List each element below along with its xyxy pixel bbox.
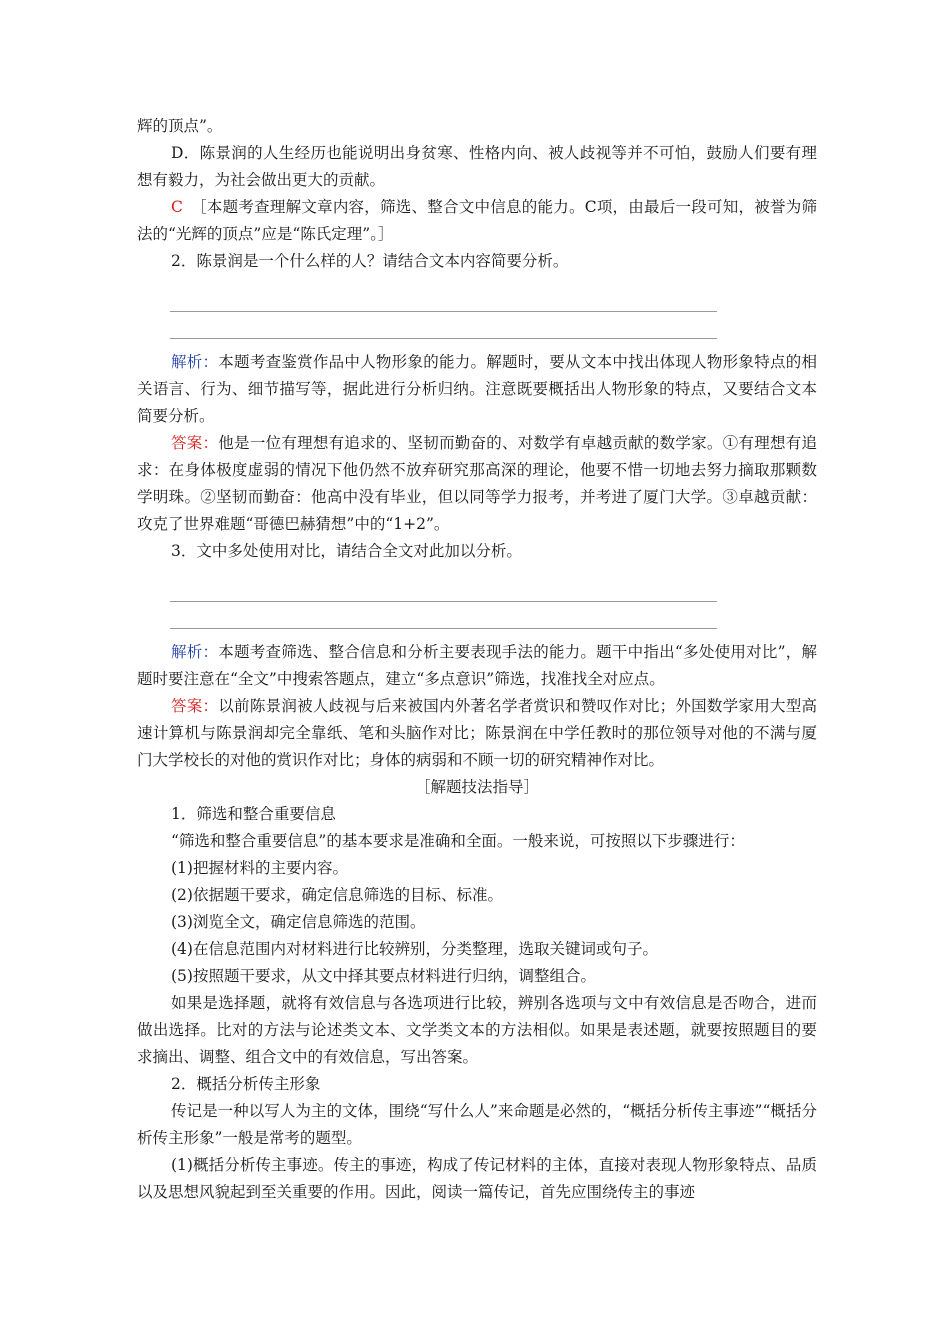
guide-step: (5)按照题干要求，从文中择其要点材料进行归纳，调整组合。	[171, 967, 596, 985]
answer-line	[170, 312, 717, 339]
guide-section1-para: 如果是选择题，就将有效信息与各选项进行比较，辨别各选项与文中有效信息是否吻合，进而做出选择。比对的方法与论述类文本、文学类文本的方法相似。如果是表述题，就要按照题目的要求摘出、调整、组合文中的有效信息，写出答案。	[137, 994, 817, 1066]
answer-line	[170, 285, 717, 312]
guide-step: (1)把握材料的主要内容。	[171, 859, 348, 877]
q1-answer-letter: C	[171, 198, 183, 216]
q2-analysis	[137, 349, 817, 430]
q3-analysis	[137, 639, 817, 693]
q1-answer	[137, 194, 817, 248]
q2-question: 2．陈景润是一个什么样的人？请结合文本内容简要分析。	[171, 252, 569, 270]
document-page	[137, 113, 817, 1206]
guide-step: (4)在信息范围内对材料进行比较辨别，分类整理，选取关键词或句子。	[171, 940, 658, 958]
guide-step: (2)依据题干要求，确定信息筛选的目标、标准。	[171, 886, 503, 904]
q3-answer	[137, 693, 817, 774]
q3-answer-lines[interactable]	[170, 575, 717, 629]
guide-title: ［解题技法指导］	[414, 778, 539, 796]
q1-answer-note: ［本题考查理解文章内容，筛选、整合文中信息的能力。C项，由最后一段可知，被誉为筛法的“光辉的顶点”应是“陈氏定理”。］	[137, 198, 817, 243]
q2-answer-label: 答案：	[171, 434, 219, 452]
guide-section2-title: 2．概括分析传主形象	[171, 1075, 321, 1093]
guide-section2-p1: (1)概括分析传主事迹。传主的事迹，构成了传记材料的主体，直接对表现人物形象特点、品质以及思想风貌起到至关重要的作用。因此，阅读一篇传记，首先应围绕传主的事迹	[137, 1156, 817, 1201]
q2-analysis-text: 本题考查鉴赏作品中人物形象的能力。解题时，要从文本中找出体现人物形象特点的相关语言、行为、细节描写等，据此进行分析归纳。注意既要概括出人物形象的特点，又要结合文本简要分析。	[137, 353, 817, 425]
q2-answer-text: 他是一位有理想有追求的、坚韧而勤奋的、对数学有卓越贡献的数学家。①有理想有追求：在身体极度虚弱的情况下他仍然不放弃研究那高深的理论，他要不惜一切地去努力摘取那颗数学明珠。②坚韧而勤奋：他高中没有毕业，但以同等学力报考，并考进了厦门大学。③卓越贡献：攻克了世界难题“哥德巴赫猜想”中的“1+2”。	[137, 434, 817, 533]
guide-section1-intro: “筛选和整合重要信息”的基本要求是准确和全面。一般来说，可按照以下步骤进行：	[171, 832, 745, 850]
q3-answer-label: 答案：	[171, 697, 219, 715]
q3-analysis-text: 本题考查筛选、整合信息和分析主要表现手法的能力。题干中指出“多处使用对比”，解题时要注意在“全文”中搜索答题点，建立“多点意识”筛选，找准找全对应点。	[137, 643, 817, 688]
guide-section1-title: 1．筛选和整合重要信息	[171, 805, 336, 823]
q1-option-d: D．陈景润的人生经历也能说明出身贫寒、性格内向、被人歧视等并不可怕，鼓励人们要有理想有毅力，为社会做出更大的贡献。	[137, 144, 817, 189]
answer-line	[170, 602, 717, 629]
q3-answer-text: 以前陈景润被人歧视与后来被国内外著名学者赏识和赞叹作对比；外国数学家用大型高速计算机与陈景润却完全靠纸、笔和头脑作对比；陈景润在中学任教时的那位领导对他的不满与厦门大学校长的对他的赏识作对比；身体的病弱和不顾一切的研究精神作对比。	[137, 697, 817, 769]
q2-analysis-label: 解析：	[171, 353, 219, 371]
q3-question: 3．文中多处使用对比，请结合全文对此加以分析。	[171, 542, 522, 560]
guide-section2-intro: 传记是一种以写人为主的文体，围绕“写什么人”来命题是必然的，“概括分析传主事迹”“概括分析传主形象”一般是常考的题型。	[137, 1102, 817, 1147]
guide-step: (3)浏览全文，确定信息筛选的范围。	[171, 913, 426, 931]
q3-analysis-label: 解析：	[171, 643, 219, 661]
q2-answer-lines[interactable]	[170, 285, 717, 339]
answer-line	[170, 575, 717, 602]
q1-option-c-tail: 辉的顶点”。	[137, 117, 223, 135]
q2-answer	[137, 430, 817, 538]
